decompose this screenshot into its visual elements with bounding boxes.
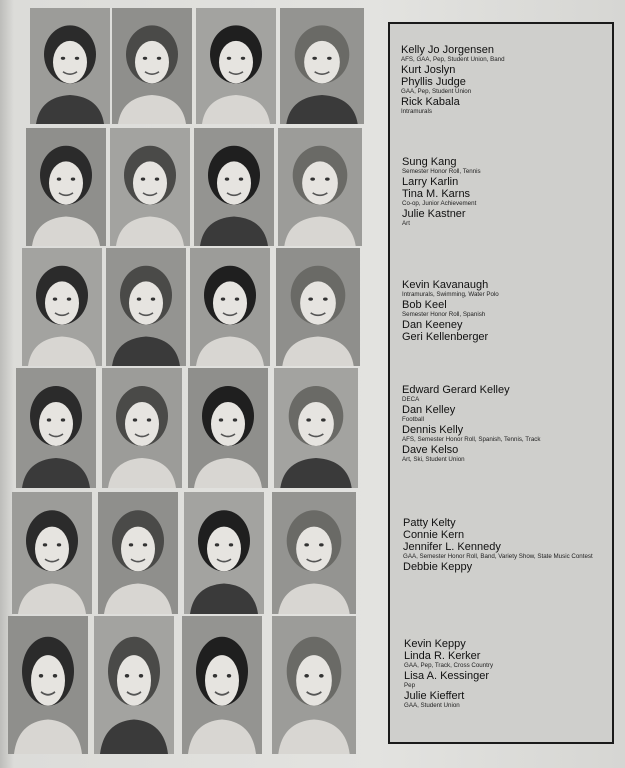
name-group-4: [390, 384, 612, 464]
name-entry: [402, 444, 612, 464]
student-portrait: [278, 128, 362, 246]
student-activities: Art, Ski, Student Union: [402, 456, 465, 463]
student-name: Kevin Keppy: [404, 638, 466, 650]
student-portrait: [94, 616, 174, 754]
student-name: Linda R. Kerker: [404, 650, 481, 662]
name-entry: [402, 404, 612, 424]
name-group-2: [390, 156, 612, 228]
student-activities: DECA: [402, 396, 420, 403]
name-group-6: [390, 638, 612, 710]
name-entry: [403, 517, 612, 529]
student-activities: Semester Honor Roll, Tennis: [402, 168, 481, 175]
student-portrait: [98, 492, 178, 614]
name-entry: [401, 76, 612, 96]
student-name: Julie Kastner: [402, 208, 466, 220]
student-activities: Art: [402, 220, 410, 227]
student-portrait: [188, 368, 268, 488]
student-portrait: [276, 248, 360, 366]
student-name: Larry Karlin: [402, 176, 459, 188]
student-activities: Pep: [404, 682, 416, 689]
student-portrait: [274, 368, 358, 488]
student-name: Debbie Keppy: [403, 561, 473, 573]
student-activities: Intramurals: [401, 108, 432, 115]
student-name: Dennis Kelly: [402, 424, 464, 436]
student-portrait: [106, 248, 186, 366]
name-entry: [402, 176, 612, 188]
names-panel: [388, 22, 614, 744]
name-entry: [403, 541, 612, 561]
student-portrait: [16, 368, 96, 488]
name-entry: [402, 188, 612, 208]
student-portrait: [184, 492, 264, 614]
student-name: Edward Gerard Kelley: [402, 384, 510, 396]
name-entry: [402, 299, 612, 319]
student-name: Sung Kang: [402, 156, 457, 168]
student-activities: GAA, Pep, Student Union: [401, 88, 472, 95]
student-name: Dan Keeney: [402, 319, 463, 331]
student-portrait: [110, 128, 190, 246]
name-entry: [403, 561, 612, 573]
student-activities: GAA, Pep, Track, Cross Country: [404, 662, 494, 669]
student-name: Kevin Kavanaugh: [402, 279, 489, 291]
student-name: Dan Kelley: [402, 404, 456, 416]
student-portrait: [190, 248, 270, 366]
name-entry: [402, 384, 612, 404]
student-portrait: [30, 8, 110, 124]
student-portrait: [272, 492, 356, 614]
student-name: Bob Keel: [402, 299, 447, 311]
student-name: Kelly Jo Jorgensen: [401, 44, 494, 56]
name-entry: [403, 529, 612, 541]
student-name: Rick Kabala: [401, 96, 460, 108]
student-activities: Intramurals, Swimming, Water Polo: [402, 291, 499, 298]
name-group-1: [390, 44, 612, 116]
name-entry: [404, 690, 612, 710]
student-portrait: [194, 128, 274, 246]
student-portrait: [26, 128, 106, 246]
student-activities: AFS, Semester Honor Roll, Spanish, Tennis, Track: [402, 436, 541, 443]
name-group-3: [390, 279, 612, 343]
student-name: Phyllis Judge: [401, 76, 466, 88]
student-activities: GAA, Semester Honor Roll, Band, Variety Show, State Music Contest: [403, 553, 593, 560]
student-name: Tina M. Karns: [402, 188, 471, 200]
name-entry: [401, 64, 612, 76]
student-portrait: [196, 8, 276, 124]
student-portrait: [112, 8, 192, 124]
name-entry: [402, 331, 612, 343]
student-portrait: [182, 616, 262, 754]
student-name: Jennifer L. Kennedy: [403, 541, 501, 553]
student-activities: Co-op, Junior Achievement: [402, 200, 477, 207]
student-name: Geri Kellenberger: [402, 331, 489, 343]
student-activities: Football: [402, 416, 425, 423]
student-name: Kurt Joslyn: [401, 64, 456, 76]
name-entry: [402, 279, 612, 299]
student-name: Lisa A. Kessinger: [404, 670, 489, 682]
student-name: Dave Kelso: [402, 444, 459, 456]
name-group-5: [390, 517, 612, 573]
student-name: Patty Kelty: [403, 517, 456, 529]
student-portrait: [280, 8, 364, 124]
student-activities: GAA, Student Union: [404, 702, 460, 709]
name-entry: [401, 44, 612, 64]
student-activities: Semester Honor Roll, Spanish: [402, 311, 486, 318]
student-activities: AFS, GAA, Pep, Student Union, Band: [401, 56, 505, 63]
name-entry: [401, 96, 612, 116]
name-entry: [404, 670, 612, 690]
student-portrait: [8, 616, 88, 754]
name-entry: [402, 208, 612, 228]
student-portrait: [102, 368, 182, 488]
student-portrait: [22, 248, 102, 366]
student-portrait: [12, 492, 92, 614]
student-name: Julie Kieffert: [404, 690, 465, 702]
name-entry: [404, 650, 612, 670]
name-entry: [402, 319, 612, 331]
name-entry: [402, 424, 612, 444]
student-name: Connie Kern: [403, 529, 465, 541]
name-entry: [404, 638, 612, 650]
student-portrait: [272, 616, 356, 754]
name-entry: [402, 156, 612, 176]
